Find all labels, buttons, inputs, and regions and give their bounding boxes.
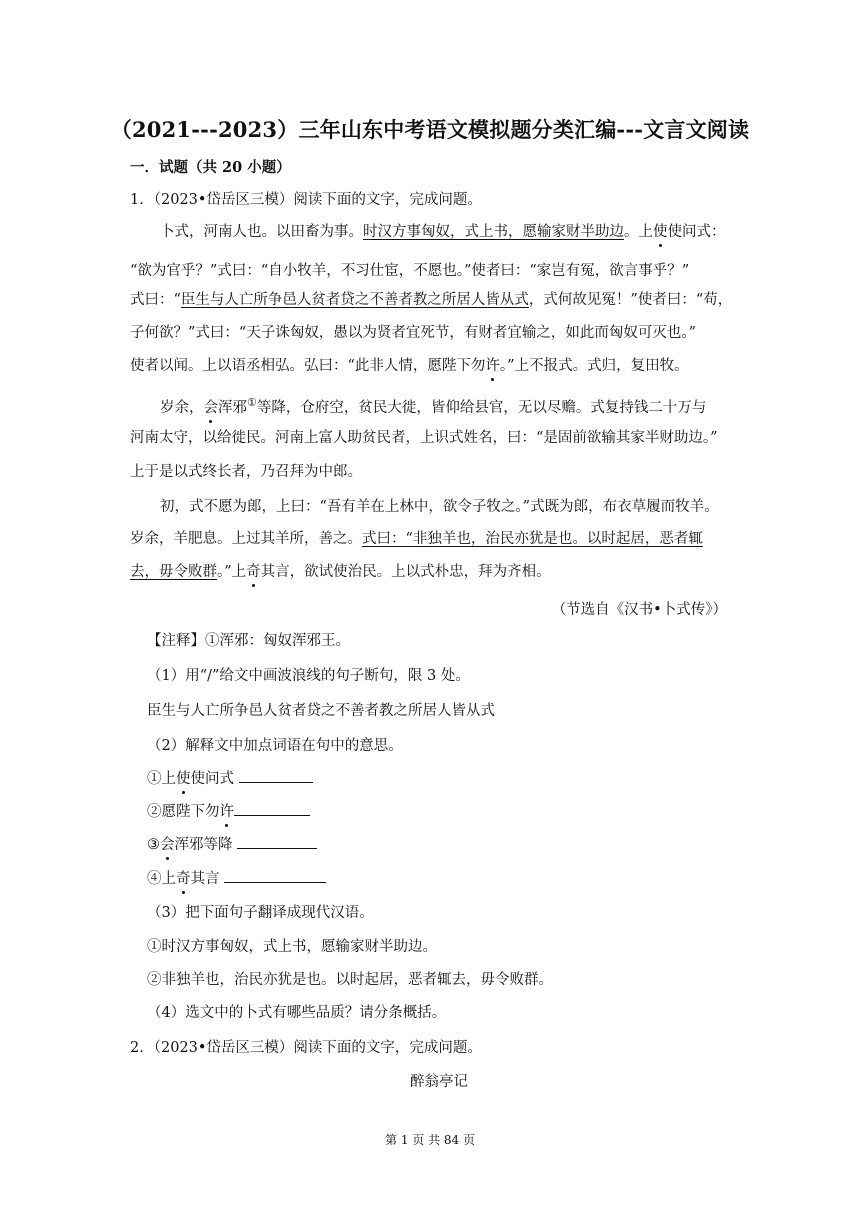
subquestion-1: （1）用“/”给文中画波浪线的句子断句，限 3 处。 <box>147 668 470 684</box>
passage-text: 式曰：“ <box>130 292 181 308</box>
passage-text: 使问式： <box>667 224 726 240</box>
passage-text: 。”上不报式。式归，复田牧。 <box>499 358 689 374</box>
passage-p3-line1: 初，式不愿为郎，上曰：“吾有羊在上林中，欲令子牧之。”式既为郎，布衣草履而牧羊。 <box>160 499 719 515</box>
item-text: ③ <box>147 837 160 853</box>
answer-blank[interactable] <box>224 868 326 883</box>
passage-p2-line2: 河南太守，以给徙民。河南上富人助贫民者，上识式姓名，曰：“是固前欲输其家半财助边。” <box>130 430 718 446</box>
dotted-word: 许 <box>485 358 500 374</box>
passage-text: ，式何故见冤！”使者曰：“苟， <box>528 292 733 308</box>
subquestion-2-item-4 <box>147 868 326 889</box>
passage-p3-line3 <box>130 562 551 582</box>
item-text: ①上 <box>147 771 176 787</box>
page-footer: 第 1 页 共 84 页 <box>385 1133 475 1147</box>
passage-text: 。上 <box>624 224 653 240</box>
passage-p2-line3: 上于是以式终长者，乃召拜为中郎。 <box>130 464 362 480</box>
subquestion-3-item-2: ②非独羊也，治民亦犹是也。以时起居，恶者辄去，毋令败群。 <box>147 972 553 988</box>
section-heading: 一．试题（共 20 小题） <box>130 159 291 176</box>
dotted-word: 奇 <box>246 564 261 580</box>
item-text: 其言 <box>190 871 225 887</box>
subquestion-2-item-1 <box>147 768 313 789</box>
subquestion-4: （4）选文中的卜式有哪些品质？请分条概括。 <box>147 1005 447 1021</box>
footnote-marker: ① <box>247 396 257 409</box>
passage-p1-line1 <box>160 222 726 242</box>
subquestion-3-item-1: ①时汉方事匈奴，式上书，愿输家财半助边。 <box>147 939 437 955</box>
dotted-word: 使 <box>176 771 191 787</box>
underlined-sentence: 去，毋令败群 <box>130 564 217 580</box>
dotted-word: 使 <box>653 224 668 240</box>
passage-p2-line1 <box>160 393 706 418</box>
passage-text: 其言，欲试使治民。上以式朴忠，拜为齐相。 <box>260 564 551 580</box>
dotted-word: 会 <box>203 399 218 416</box>
passage-text: 。”上 <box>217 564 247 580</box>
question-2-passage-title: 醉翁亭记 <box>410 1074 468 1090</box>
passage-p1-line3 <box>130 290 732 310</box>
answer-blank[interactable] <box>239 768 313 783</box>
answer-blank[interactable] <box>234 801 310 816</box>
subquestion-2: （2）解释文中加点词语在句中的意思。 <box>147 738 403 754</box>
question-1-intro: 1．（2023•岱岳区三模）阅读下面的文字，完成问题。 <box>130 192 482 208</box>
passage-p1-line2: “欲为官乎？”式曰：“自小牧羊，不习仕宦，不愿也。”使者曰：“家岂有冤，欲言事乎？” <box>130 263 690 279</box>
passage-text: 岁余， <box>160 399 204 416</box>
question-2-intro: 2．（2023•岱岳区三模）阅读下面的文字，完成问题。 <box>130 1040 482 1056</box>
passage-p1-line4: 子何欲？”式曰：“天子诛匈奴，愚以为贤者宜死节，有财者宜输之，如此而匈奴可灭也。” <box>130 325 696 341</box>
passage-text: 等降，仓府空，贫民大徙，皆仰给县官，无以尽赡。式复持钱二十万与 <box>256 399 707 416</box>
dotted-word: 许 <box>219 804 234 820</box>
wavy-underlined-sentence: 臣生与人亡所争邑人贫者贷之不善者教之所居人皆从式 <box>180 292 529 308</box>
underlined-sentence: 式曰：“非独羊也，治民亦犹是也。以时起居，恶者辄 <box>362 531 703 547</box>
subquestion-2-item-2 <box>147 801 310 822</box>
dotted-word: 奇 <box>176 871 191 887</box>
item-text: ②愿陛下勿 <box>147 804 220 820</box>
passage-text: 使者以闻。上以语丞相弘。弘曰：“此非人情，愿陛下勿 <box>130 358 486 374</box>
annotation-note: 【注释】①浑邪：匈奴浑邪王。 <box>147 633 350 649</box>
passage-p1-line5 <box>130 356 689 376</box>
passage-text: 浑邪 <box>218 399 247 416</box>
wavy-underlined-sentence: 时汉方事匈奴，式上书，愿输家财半助边 <box>363 224 624 240</box>
passage-text: 岁余，羊肥息。上过其羊所，善之。 <box>130 531 362 547</box>
item-text: 浑邪等降 <box>174 837 238 853</box>
subquestion-1-sentence: 臣生与人亡所争邑人贫者贷之不善者教之所居人皆从式 <box>147 703 495 719</box>
passage-text: 卜式，河南人也。以田畜为事。 <box>160 224 363 240</box>
item-text: ④上 <box>147 871 176 887</box>
passage-source: （节选自《汉书•卜式传》） <box>551 602 727 618</box>
passage-p3-line2 <box>130 529 703 549</box>
dotted-word: 会 <box>160 837 175 853</box>
answer-blank[interactable] <box>237 834 317 849</box>
subquestion-2-item-3 <box>147 834 317 855</box>
document-title: （2021---2023）三年山东中考语文模拟题分类汇编---文言文阅读 <box>110 117 750 142</box>
subquestion-3: （3）把下面句子翻译成现代汉语。 <box>147 905 374 921</box>
item-text: 使问式 <box>190 771 239 787</box>
